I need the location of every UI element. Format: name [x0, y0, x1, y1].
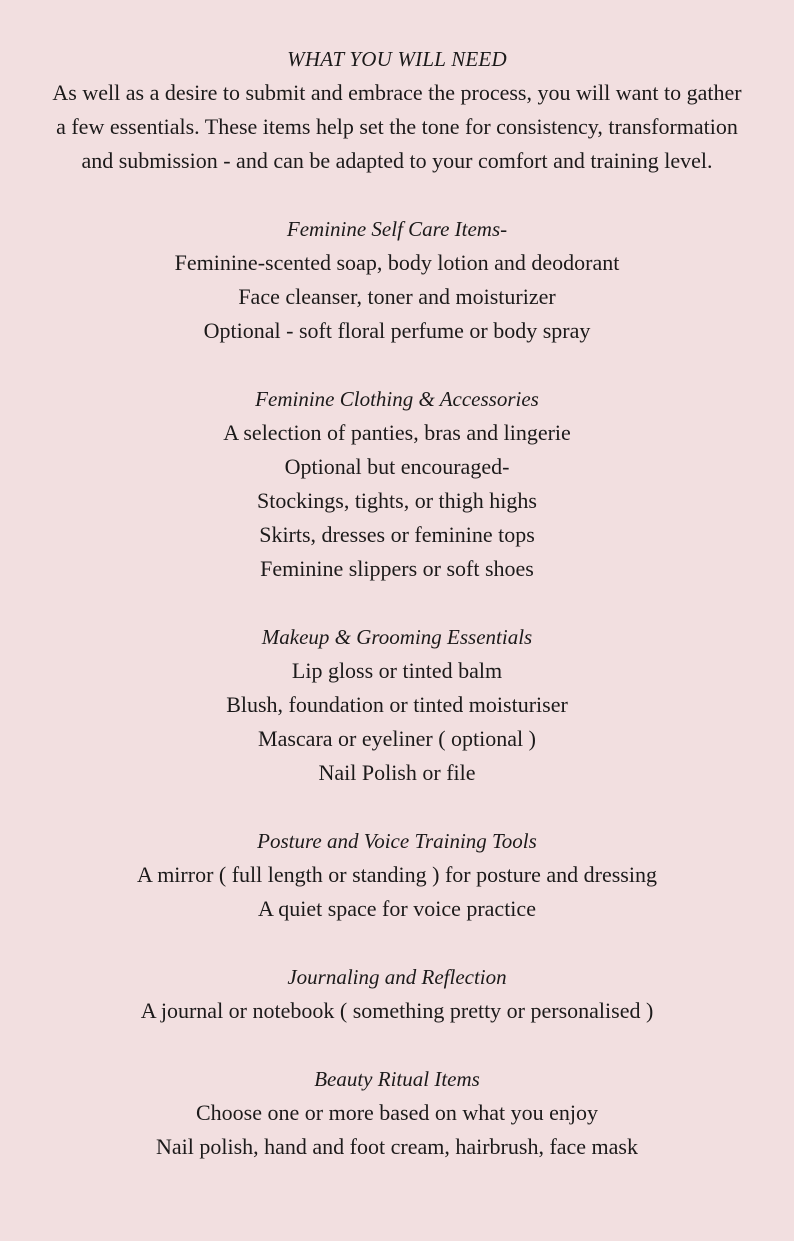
list-item: A journal or notebook ( something pretty or personalised ) — [140, 998, 654, 1023]
list-item: Optional - soft floral perfume or body spray — [203, 318, 591, 343]
section-clothing — [0, 382, 794, 586]
list-item: A mirror ( full length or standing ) for posture and dressing — [137, 862, 657, 887]
section-title: Posture and Voice Training Tools — [257, 829, 537, 853]
list-item: Nail Polish or file — [318, 760, 476, 785]
section-self-care — [0, 212, 794, 348]
section-beauty-ritual — [0, 1062, 794, 1164]
section-title: Journaling and Reflection — [287, 965, 507, 989]
list-item: Stockings, tights, or thigh highs — [257, 488, 537, 513]
section-title: Beauty Ritual Items — [314, 1067, 480, 1091]
section-journaling — [0, 960, 794, 1028]
intro-line: a few essentials. These items help set the tone for consistency, transformation — [56, 114, 738, 139]
section-title: Feminine Clothing & Accessories — [255, 387, 539, 411]
intro-paragraph — [7, 76, 787, 178]
list-item: Skirts, dresses or feminine tops — [259, 522, 535, 547]
list-item: Blush, foundation or tinted moisturiser — [226, 692, 568, 717]
list-item: Mascara or eyeliner ( optional ) — [258, 726, 536, 751]
list-item: Nail polish, hand and foot cream, hairbrush, face mask — [155, 1134, 638, 1159]
list-item: Optional but encouraged- — [284, 454, 510, 479]
list-item: Face cleanser, toner and moisturizer — [238, 284, 556, 309]
section-title: Feminine Self Care Items- — [286, 217, 508, 241]
list-item: Feminine-scented soap, body lotion and deodorant — [174, 250, 620, 275]
list-item: Choose one or more based on what you enjoy — [195, 1100, 599, 1125]
list-item: Lip gloss or tinted balm — [291, 658, 503, 683]
intro-line: As well as a desire to submit and embrace the process, you will want to gather — [52, 80, 742, 105]
section-posture-voice — [0, 824, 794, 926]
list-item: Feminine slippers or soft shoes — [260, 556, 534, 581]
section-makeup — [0, 620, 794, 790]
intro-line: and submission - and can be adapted to your comfort and training level. — [81, 148, 713, 173]
section-title: Makeup & Grooming Essentials — [261, 625, 533, 649]
list-item: A quiet space for voice practice — [258, 896, 536, 921]
list-item: A selection of panties, bras and lingerie — [223, 420, 571, 445]
page-title: WHAT YOU WILL NEED — [287, 47, 507, 71]
